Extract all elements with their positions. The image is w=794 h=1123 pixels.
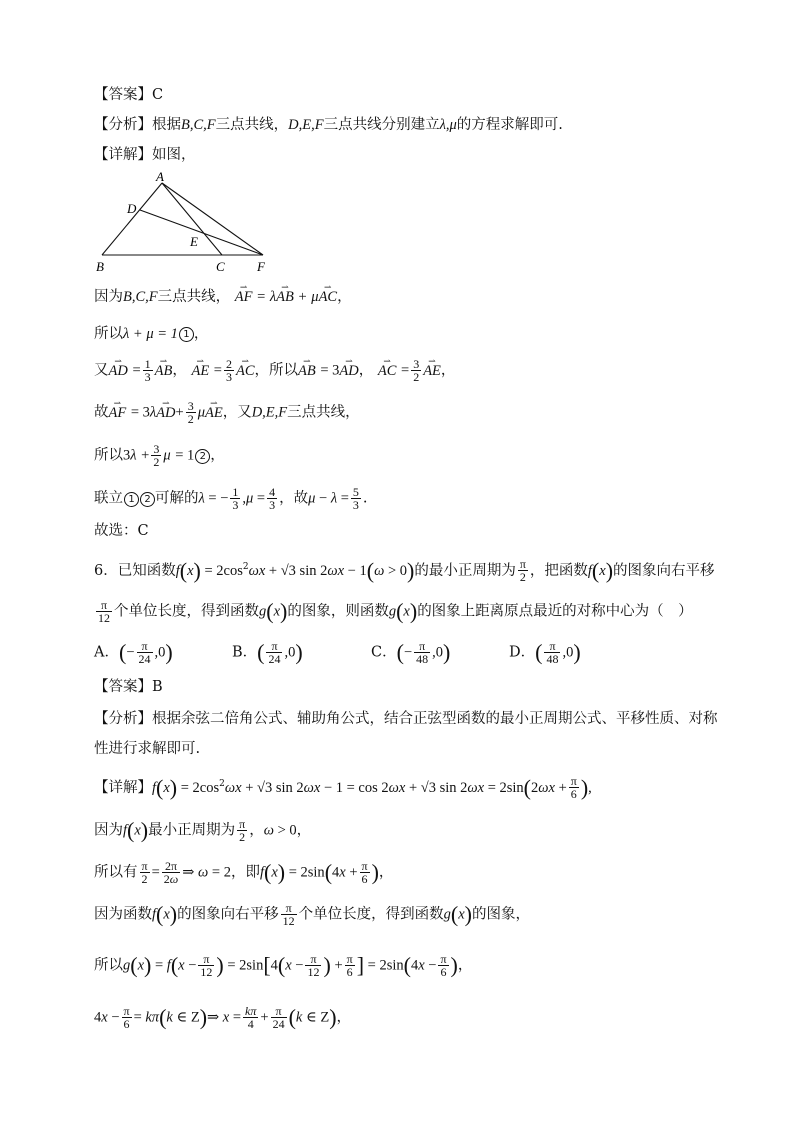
step-ratios: 又⇀ AD = $\frac{1}{3}$ ⇀ AB， ⇀ AE = $\frac{2}{3}$ ⇀ AC，所以⇀ AB = 3⇀ AD， ⇀ AC = $\frac{3}{2}$ ⇀ AE， xyxy=(94,358,455,383)
text: 联立 xyxy=(94,490,123,507)
text: 最小正周期为 xyxy=(148,822,236,839)
option-d[interactable]: D．( $\frac{\pi}{48}$ ,0) xyxy=(509,639,581,666)
step-eq2: 所以3λ + $\frac{3}{2}$ μ = 1 2 ， xyxy=(94,442,225,469)
text: 故选：C xyxy=(94,523,149,539)
text: 因为 xyxy=(94,822,123,839)
text: 个单位长度，得到函数 xyxy=(114,603,259,620)
question-6-line1: 6．已知函数$f(x) = 2\cos^2\omega x + √3$ sin 2ωx − 1(ω > 0)的最小正周期为 $\frac{\pi}{2}$ ，把函数f(x)的图象向右平移 xyxy=(94,557,715,585)
question-number: 6．已知函数 xyxy=(94,562,176,579)
answer-value: C xyxy=(152,87,164,103)
answer-line-2 xyxy=(94,678,163,696)
answer-value: B xyxy=(152,679,163,695)
analysis-text: 三点共线， xyxy=(215,117,289,133)
option-b[interactable]: B．( $\frac{\pi}{24}$ ,0) xyxy=(232,639,303,666)
text: ，故 xyxy=(279,490,309,507)
analysis-line xyxy=(94,116,563,134)
text: 的最小正周期为 xyxy=(414,562,516,579)
option-a[interactable]: A．(− $\frac{\pi}{24}$ ,0) xyxy=(94,639,173,666)
step-substitute: 故⇀ AF = 3λ⇀ AD+ $\frac{3}{2}$ μ⇀ AE，又D,E,F三点共线， xyxy=(94,400,360,425)
text: 故 xyxy=(94,404,109,421)
text: 又 xyxy=(94,362,109,379)
text: ， xyxy=(358,362,374,379)
text: 的图象上距离原点最近的对称中心为（ ） xyxy=(417,603,693,620)
label-B: B xyxy=(96,259,104,274)
text: 的图象， xyxy=(471,906,530,923)
detail-line-2: 【详解】$f(x) = 2\cos^2\omega x + √3$ sin 2ωx − 1 = cos 2ωx + √3 sin 2ωx = 2sin(2ωx + $\frac{\pi}{6}$ ), xyxy=(94,774,592,802)
text: 因为函数 xyxy=(94,906,152,923)
text: 个单位长度，得到函数 xyxy=(298,906,444,923)
option-c[interactable]: C．(− $\frac{\pi}{48}$ ,0) xyxy=(371,639,451,666)
text: 的图象向右平移 xyxy=(177,906,279,923)
answer-line xyxy=(94,86,163,104)
analysis-text: 三点共线分别建立 xyxy=(323,117,440,133)
answer-tag: 【答案】 xyxy=(94,87,152,103)
math-points: B,C,F xyxy=(123,289,158,305)
detail-g: 所以g(x) = f(x − $\frac{\pi}{12}$ ) = 2sin[4(x − $\frac{\pi}{12}$ ) + $\frac{\pi}{6}$ ] = 2sin(4x − $\frac{\pi}{6}$ )， xyxy=(94,952,473,979)
detail-period: 因为f(x)最小正周期为 $\frac{\pi}{2}$ ，ω > 0， xyxy=(94,817,312,844)
analysis-text: 根据 xyxy=(152,117,181,133)
circled-1: 1 xyxy=(124,492,139,507)
text: 所以 xyxy=(94,957,123,974)
analysis-tag: 【分析】 xyxy=(94,117,152,133)
text: 可解的 xyxy=(155,490,199,507)
detail-omega: 所以有 $\frac{\pi}{2}$ = $\frac{2\pi}{2\omega}$ ⇒ ω = 2，即f(x) = 2sin(4x + $\frac{\pi}{6}$ )， xyxy=(94,859,394,886)
text: 所以有 xyxy=(94,864,138,881)
text: . xyxy=(362,490,368,507)
math-vars: λ,μ xyxy=(439,117,457,133)
analysis-line-2 xyxy=(94,710,718,728)
circled-1: 1 xyxy=(179,327,194,342)
circled-2: 2 xyxy=(140,492,155,507)
math-points: D,E,F xyxy=(251,404,288,421)
analysis-text: 性进行求解即可. xyxy=(94,741,201,757)
text: ， xyxy=(336,1009,352,1026)
detail-text: 如图， xyxy=(152,147,196,163)
text: ， xyxy=(193,326,209,342)
text: ， xyxy=(378,864,394,881)
detail-tag: 【详解】 xyxy=(94,779,152,796)
step-solve: 联立 1 2 可解的λ = − $\frac{1}{3}$ ,μ = $\frac{4}{3}$ ，故μ − λ = $\frac{5}{3}$ . xyxy=(94,485,368,512)
text: 的图象向右平移 xyxy=(613,562,715,579)
text: 所以 xyxy=(94,326,123,342)
text: ，把函数 xyxy=(529,562,588,579)
analysis-text: 的方程求解即可. xyxy=(456,117,563,133)
detail-shift: 因为函数f(x)的图象向右平移 $\frac{\pi}{12}$ 个单位长度，得到函数g(x)的图象， xyxy=(94,901,530,928)
text: 三点共线， xyxy=(287,404,360,421)
text: 因为 xyxy=(94,289,123,305)
option-label: A． xyxy=(94,644,119,661)
text: ， xyxy=(337,289,352,305)
label-E: E xyxy=(190,234,198,249)
analysis-line-2b xyxy=(94,740,200,758)
text: ，即 xyxy=(230,864,260,881)
label-A: A xyxy=(156,170,164,184)
math-points: B,C,F xyxy=(181,117,216,133)
text: 三点共线， xyxy=(157,289,231,305)
analysis-tag: 【分析】 xyxy=(94,711,152,727)
option-label: C． xyxy=(371,644,397,661)
text: ，所以 xyxy=(254,362,299,379)
text: 的图象，则函数 xyxy=(287,603,389,620)
detail-center: 4x − $\frac{\pi}{6}$ = kπ(k ∈ Z)⇒ x = $\frac{k\pi}{4}$ + $\frac{\pi}{24}$ (k ∈ Z)， xyxy=(94,1004,352,1031)
circled-2: 2 xyxy=(195,449,210,464)
detail-tag: 【详解】 xyxy=(94,147,152,163)
option-label: B． xyxy=(232,644,258,661)
text: ， xyxy=(457,957,473,974)
answer-tag: 【答案】 xyxy=(94,679,152,695)
text: ， xyxy=(172,362,187,379)
question-6-line2: $\frac{\pi}{12}$ 个单位长度，得到函数g(x)的图象，则函数g(x)的图象上距离原点最近的对称中心为（ ） xyxy=(98,598,693,625)
step-collinear-bcf: 因为B,C,F三点共线， ⇀ AF = λ⇀ AB + μ⇀ AC， xyxy=(94,288,352,306)
detail-line xyxy=(94,146,196,164)
text: ， xyxy=(440,362,456,379)
analysis-text: 根据余弦二倍角公式、辅助角公式，结合正弦型函数的最小正周期公式、平移性质、对称 xyxy=(152,711,718,727)
math-eq: λ + μ = 1 xyxy=(123,326,178,342)
label-C: C xyxy=(216,259,225,274)
text: ，又 xyxy=(222,404,252,421)
step-choose xyxy=(94,522,149,540)
text: ， xyxy=(296,822,312,839)
label-D: D xyxy=(127,201,137,216)
triangle-figure xyxy=(92,170,282,276)
label-F: F xyxy=(257,259,265,274)
text: 所以 xyxy=(94,447,123,464)
text: ， xyxy=(210,447,225,464)
option-label: D． xyxy=(509,644,536,661)
step-eq1 xyxy=(94,325,208,343)
math-points: D,E,F xyxy=(288,117,324,133)
